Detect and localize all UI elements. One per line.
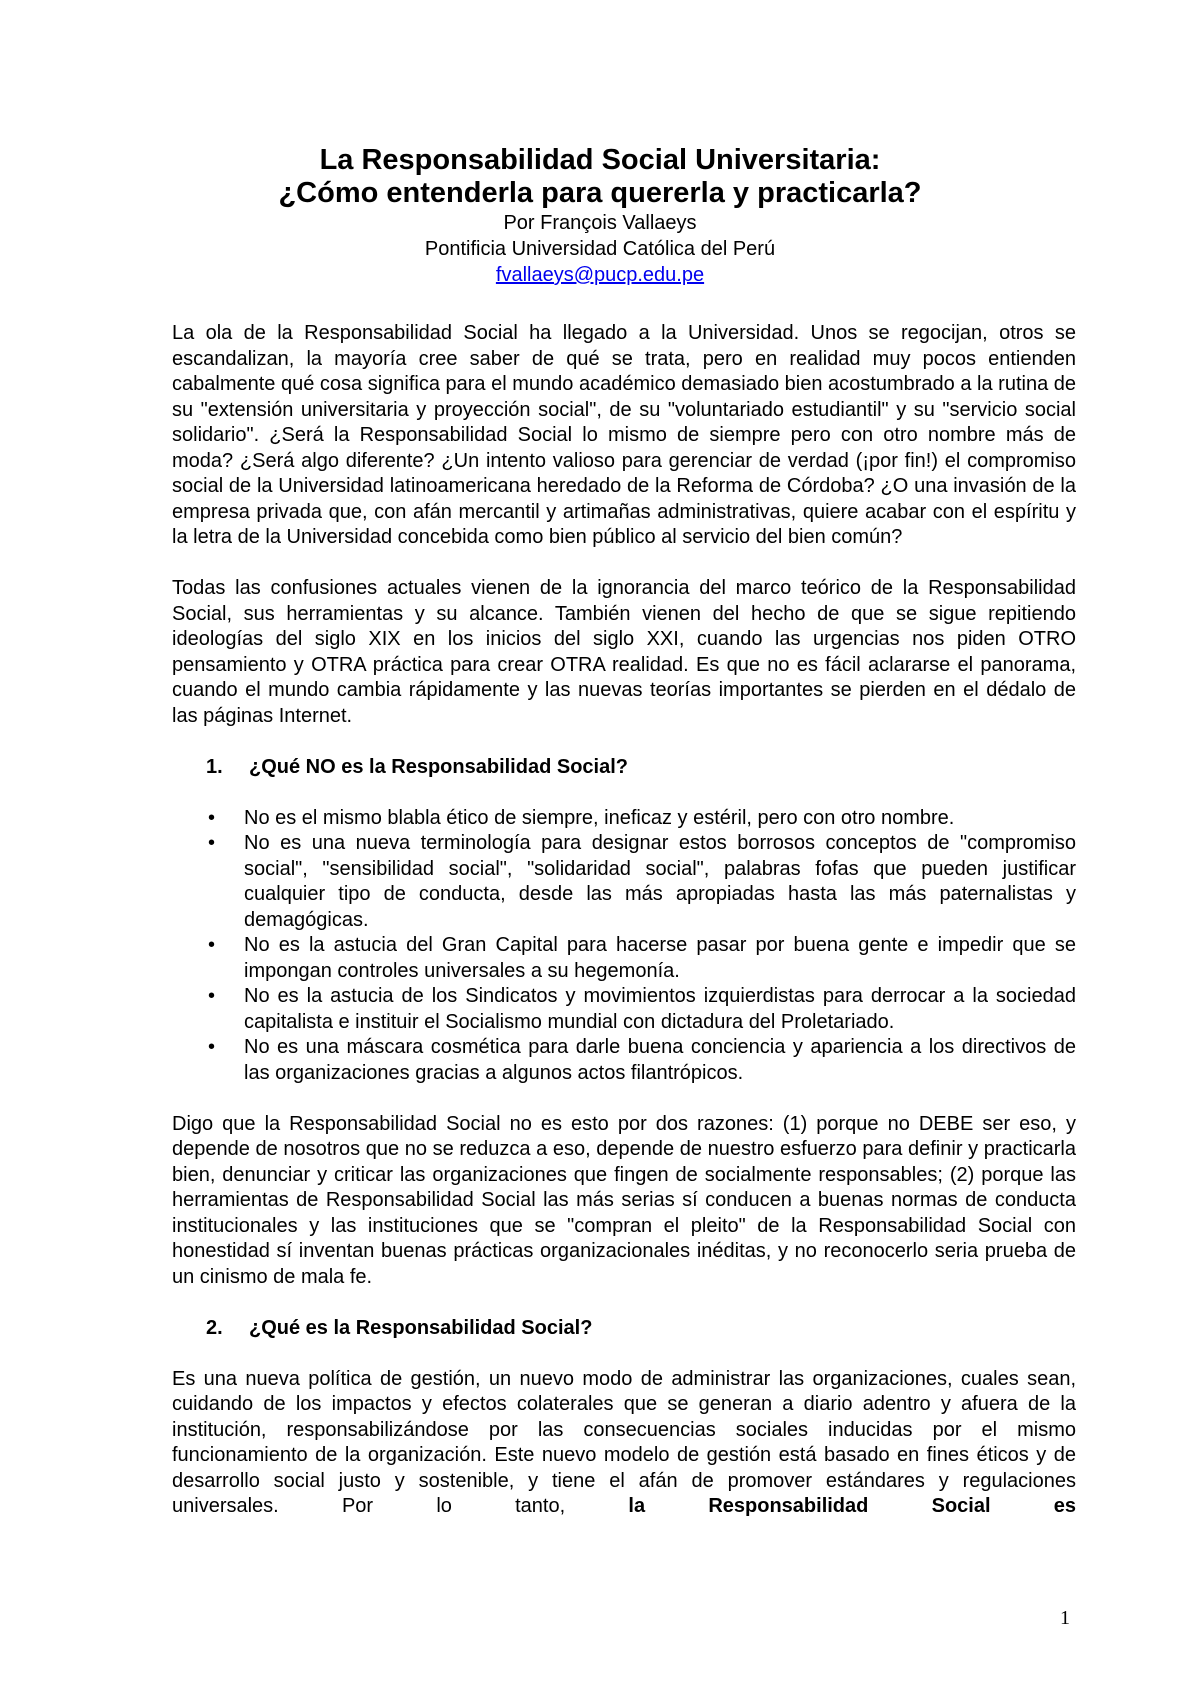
section-heading-2: [172, 1316, 1076, 1342]
paragraph-definition: [172, 1367, 1076, 1520]
list-item-text: No es la astucia del Gran Capital para hacerse pasar por buena gente e impedir que se impongan controles universales a su hegemonía.: [244, 934, 1076, 982]
list-item-text: No es la astucia de los Sindicatos y movimientos izquierdistas para derrocar a la sociedad capitalista e instituir el Socialismo mundial con dictadura del Proletariado.: [244, 985, 1076, 1033]
section-heading-1: [172, 755, 1076, 781]
list-item: [172, 806, 1076, 832]
bullet-icon: •: [208, 1036, 216, 1058]
title-line-1: La Responsabilidad Social Universitaria:: [319, 144, 881, 176]
list-item-text: No es una nueva terminología para designar estos borrosos conceptos de "compromiso social", "sensibilidad social", "solidaridad social", palabras fofas que pueden justificar cualquier tipo de conducta, desde las más apropiadas hasta las más paternalistas y demagógicas.: [244, 832, 1076, 931]
bullet-list: [172, 806, 1076, 1087]
bullet-icon: •: [208, 985, 216, 1007]
page-number: 1: [1060, 1607, 1070, 1629]
paragraph-definition-bold: la Responsabilidad Social es: [628, 1495, 1077, 1517]
section-title: ¿Qué es la Responsabilidad Social?: [249, 1316, 593, 1339]
list-item: [172, 831, 1076, 933]
document-header: [0, 144, 1200, 288]
paragraph-definition-text: Es una nueva política de gestión, un nuevo modo de administrar las organizaciones, cuales sean, cuidando de los impactos y efectos colaterales que se generan a diario adentro y afuera de la institución, responsabilizándose por las consecuencias sociales inducidas por el mismo funcionamiento de la organización. Este nuevo modelo de gestión está basado en fines éticos y de desarrollo social justo y sostenible, y tiene el afán de promover estándares y regulaciones universales. Por lo tanto,: [172, 1367, 1076, 1517]
author: Por François Vallaeys: [503, 212, 697, 234]
bullet-icon: •: [208, 934, 216, 956]
list-item: [172, 984, 1076, 1035]
email-link[interactable]: fvallaeys@pucp.edu.pe: [495, 264, 705, 286]
section-number: 2.: [206, 1316, 223, 1339]
section-number: 1.: [206, 755, 223, 778]
bullet-icon: •: [208, 832, 216, 854]
list-item: [172, 933, 1076, 984]
section-title: ¿Qué NO es la Responsabilidad Social?: [249, 755, 628, 778]
paragraph-reasons: Digo que la Responsabilidad Social no es esto por dos razones: (1) porque no DEBE ser eso, y depende de nosotros que no se reduzca a eso, depende de nuestro esfuerzo para definir y practicarla bien, denunciar y criticar las organizaciones que fingen de socialmente responsables; (2) porque las herramientas de Responsabilidad Social las más serias sí conducen a buenas normas de conducta institucionales y las instituciones que se "compran el pleito" de la Responsabilidad Social con honestidad sí inventan buenas prácticas organizacionales inéditas, y no reconocerlo seria prueba de un cinismo de mala fe.: [172, 1112, 1076, 1288]
list-item-text: No es el mismo blabla ético de siempre, ineficaz y estéril, pero con otro nombre.: [244, 806, 955, 829]
list-item-text: No es una máscara cosmética para darle buena conciencia y apariencia a los directivos de las organizaciones gracias a algunos actos filantrópicos.: [244, 1036, 1076, 1084]
bullet-icon: •: [208, 806, 216, 829]
affiliation: Pontificia Universidad Católica del Perú: [424, 238, 776, 260]
paragraph-confusions: Todas las confusiones actuales vienen de la ignorancia del marco teórico de la Responsabilidad Social, sus herramientas y su alcance. También vienen del hecho de que se sigue repitiendo ideologías del siglo XIX en los inicios del siglo XXI, cuando las urgencias nos piden OTRO pensamiento y OTRA práctica para crear OTRA realidad. Es que no es fácil aclararse el panorama, cuando el mundo cambia rápidamente y las nuevas teorías importantes se pierden en el dédalo de las páginas Internet.: [172, 577, 1076, 727]
list-item: [172, 1035, 1076, 1086]
paragraph-intro: La ola de la Responsabilidad Social ha llegado a la Universidad. Unos se regocijan, otros se escandalizan, la mayoría cree saber de qué se trata, pero en realidad muy pocos entienden cabalmente qué cosa significa para el mundo académico demasiado bien acostumbrado a la rutina de su "extensión universitaria y proyección social", de su "voluntariado estudiantil" y su "servicio social solidario". ¿Será la Responsabilidad Social lo mismo de siempre pero con otro nombre más de moda? ¿Será algo diferente? ¿Un intento valioso para gerenciar de verdad (¡por fin!) el compromiso social de la Universidad latinoamericana heredado de la Reforma de Córdoba? ¿O una invasión de la empresa privada que, con afán mercantil y artimañas administrativas, quiere acabar con el espíritu y la letra de la Universidad concebida como bien público al servicio del bien común?: [172, 322, 1076, 548]
title-line-2: ¿Cómo entenderla para quererla y practicarla?: [278, 177, 922, 209]
document-body: [172, 321, 1076, 1545]
